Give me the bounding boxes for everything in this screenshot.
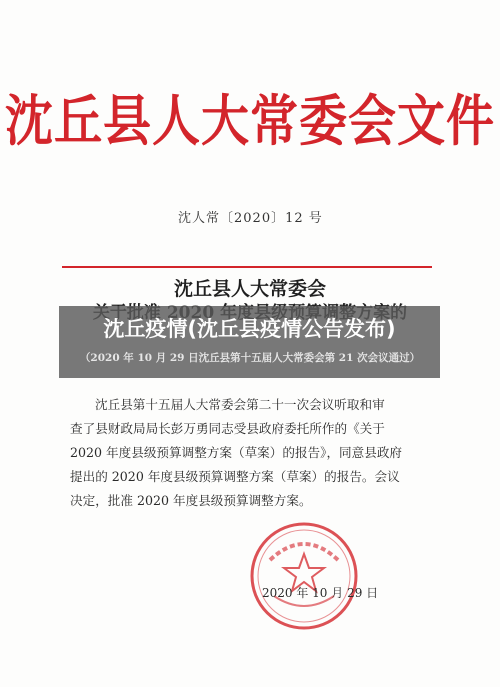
caption-overlay-text: 沈丘疫情(沈丘县疫情公告发布)	[103, 317, 396, 341]
body-line: 决定，批准 2020 年度县级预算调整方案。	[70, 493, 312, 508]
body-line: 查了县财政局局长彭万勇同志受县政府委托所作的《关于	[70, 421, 385, 436]
meeting-subtitle: （2020 年 10 月 29 日沈丘县第十五届人大常委会第 21 次会议通过）	[79, 352, 421, 364]
official-seal-icon	[248, 520, 360, 632]
document-number: 沈人常〔2020〕12 号	[178, 211, 323, 226]
issuer-name: 沈丘县人大常委会	[173, 278, 326, 300]
body-line: 沈丘县第十五届人大常委会第二十一次会议听取和审	[95, 397, 385, 412]
body-line: 2020 年度县级预算调整方案（草案）的报告》，同意县政府	[70, 445, 403, 460]
body-paragraph	[70, 393, 415, 513]
red-divider-line	[62, 266, 432, 268]
body-line: 提出的 2020 年度县级预算调整方案（草案）的报告。会议	[70, 469, 400, 484]
signature-date: 2020 年 10 月 29 日	[262, 586, 379, 600]
document-header-title: 沈丘县人大常委会文件	[4, 89, 495, 154]
